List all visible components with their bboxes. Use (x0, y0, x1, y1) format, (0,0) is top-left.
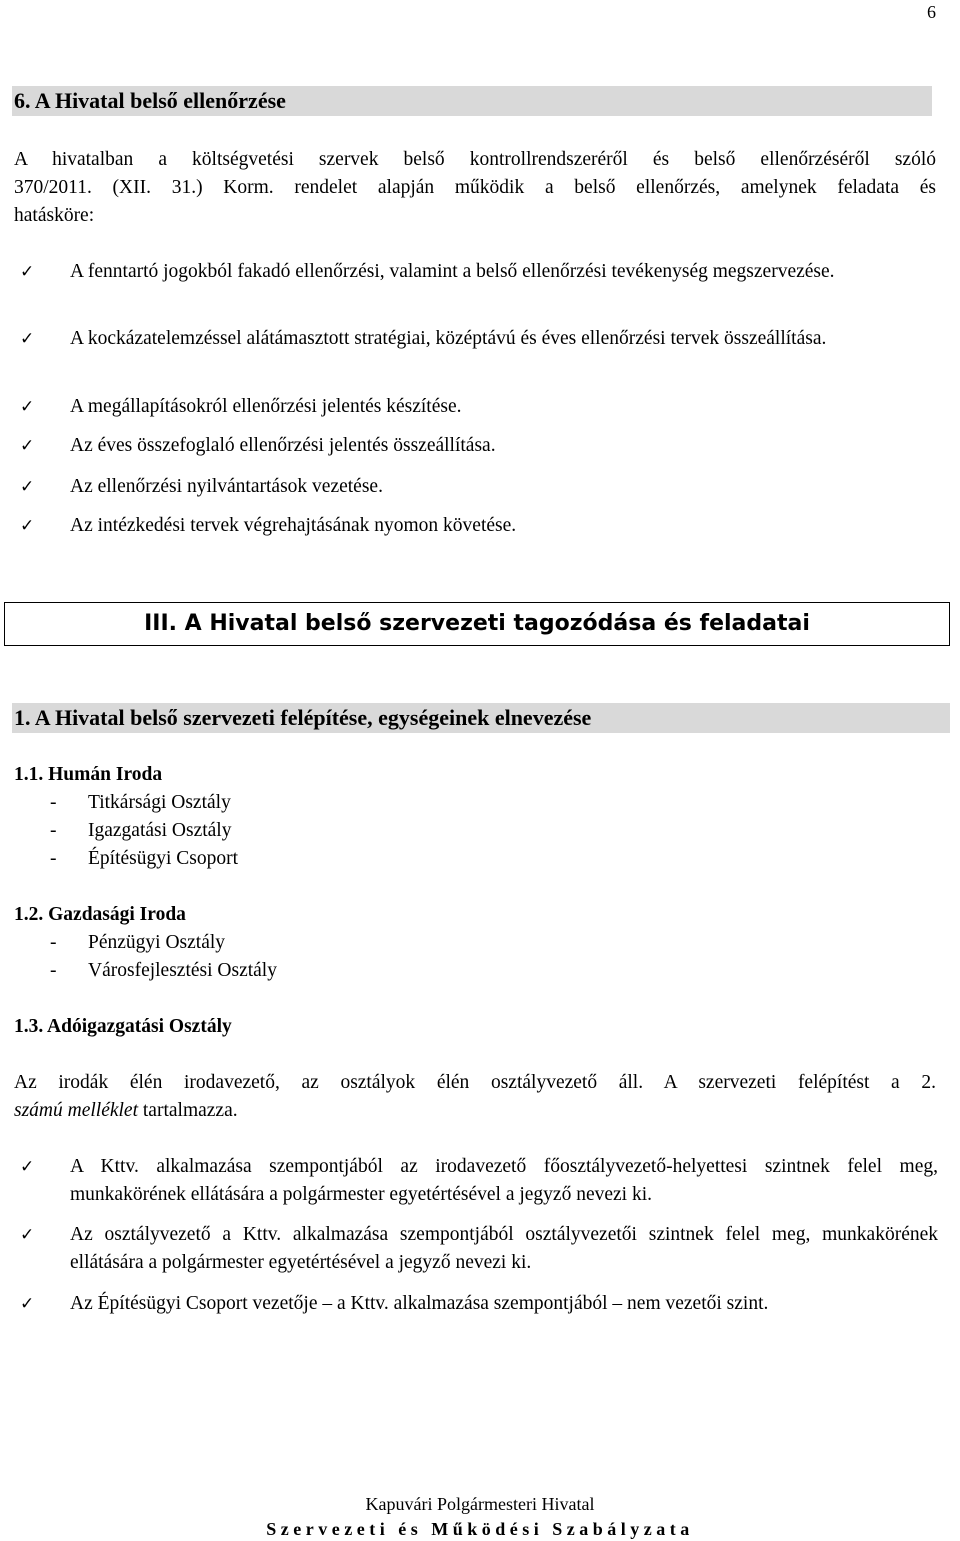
leaders-paragraph-line-1: Az irodák élén irodavezető, az osztályok élén osztályvezető áll. A szervezeti felépítést a 2. (14, 1072, 936, 1093)
chapter-title: III. A Hivatal belső szervezeti tagozódása és feladatai (4, 602, 950, 646)
checkmark-icon: ✓ (20, 262, 35, 282)
intro-line-3: hatásköre: (14, 205, 95, 226)
checkmark-icon: ✓ (20, 397, 35, 417)
leaders-paragraph-line-2: számú melléklet tartalmazza. (14, 1100, 238, 1121)
footer-organization: Kapuvári Polgármesteri Hivatal (365, 1494, 595, 1514)
list-item-text: Az éves összefoglaló ellenőrzési jelentés összeállítása. (70, 435, 496, 456)
checkmark-icon: ✓ (20, 1225, 35, 1245)
list-item-text: A kockázatelemzéssel alátámasztott stratégiai, középtávú és éves ellenőrzési tervek összeállítása. (70, 328, 827, 349)
page-number: 6 (927, 2, 936, 22)
intro-line-1: A hivatalban a költségvetési szervek belső kontrollrendszeréről és belső ellenőrzéséről szóló (14, 149, 936, 170)
footer-document-title: Szervezeti és Működési Szabályzata (266, 1519, 694, 1539)
unit-title-1-1: 1.1. Humán Iroda (14, 764, 163, 785)
checkmark-icon: ✓ (20, 329, 35, 349)
checkmark-icon: ✓ (20, 436, 35, 456)
list-item-text: Az Építésügyi Csoport vezetője – a Kttv. alkalmazása szempontjából – nem vezetői szint. (70, 1293, 769, 1314)
list-item-text: A Kttv. alkalmazása szempontjából az irodavezető főosztályvezető-helyettesi szintnek felel meg, munkakörének ellátására a polgármester egyetértésével a jegyző nevezi ki. (70, 1156, 938, 1205)
unit-title-1-3: 1.3. Adóigazgatási Osztály (14, 1016, 232, 1037)
list-item-text: Az osztályvezető a Kttv. alkalmazása szempontjából osztályvezetői szintnek felel meg, munkakörének ellátására a polgármester egyetértésével a jegyző nevezi ki. (70, 1224, 938, 1273)
subunit-item: - Pénzügyi Osztály (50, 932, 226, 953)
subunit-item: - Városfejlesztési Osztály (50, 960, 277, 981)
checkmark-icon: ✓ (20, 516, 35, 536)
list-item-text: A megállapításokról ellenőrzési jelentés készítése. (70, 396, 462, 417)
subunit-item: - Titkársági Osztály (50, 792, 231, 813)
section-6-heading: 6. A Hivatal belső ellenőrzése (12, 86, 932, 116)
section-1-heading: 1. A Hivatal belső szervezeti felépítése, egységeinek elnevezése (12, 703, 950, 733)
list-item-text: Az intézkedési tervek végrehajtásának nyomon követése. (70, 515, 517, 536)
unit-title-1-2: 1.2. Gazdasági Iroda (14, 904, 186, 925)
list-item-text: A fenntartó jogokból fakadó ellenőrzési, valamint a belső ellenőrzési tevékenység megszervezése. (70, 261, 835, 282)
intro-line-2: 370/2011. (XII. 31.) Korm. rendelet alapján működik a belső ellenőrzés, amelynek feladata és (14, 177, 936, 198)
subunit-item: - Igazgatási Osztály (50, 820, 232, 841)
list-item-text: Az ellenőrzési nyilvántartások vezetése. (70, 476, 383, 497)
checkmark-icon: ✓ (20, 1294, 35, 1314)
checkmark-icon: ✓ (20, 1157, 35, 1177)
subunit-item: - Építésügyi Csoport (50, 848, 239, 869)
checkmark-icon: ✓ (20, 477, 35, 497)
